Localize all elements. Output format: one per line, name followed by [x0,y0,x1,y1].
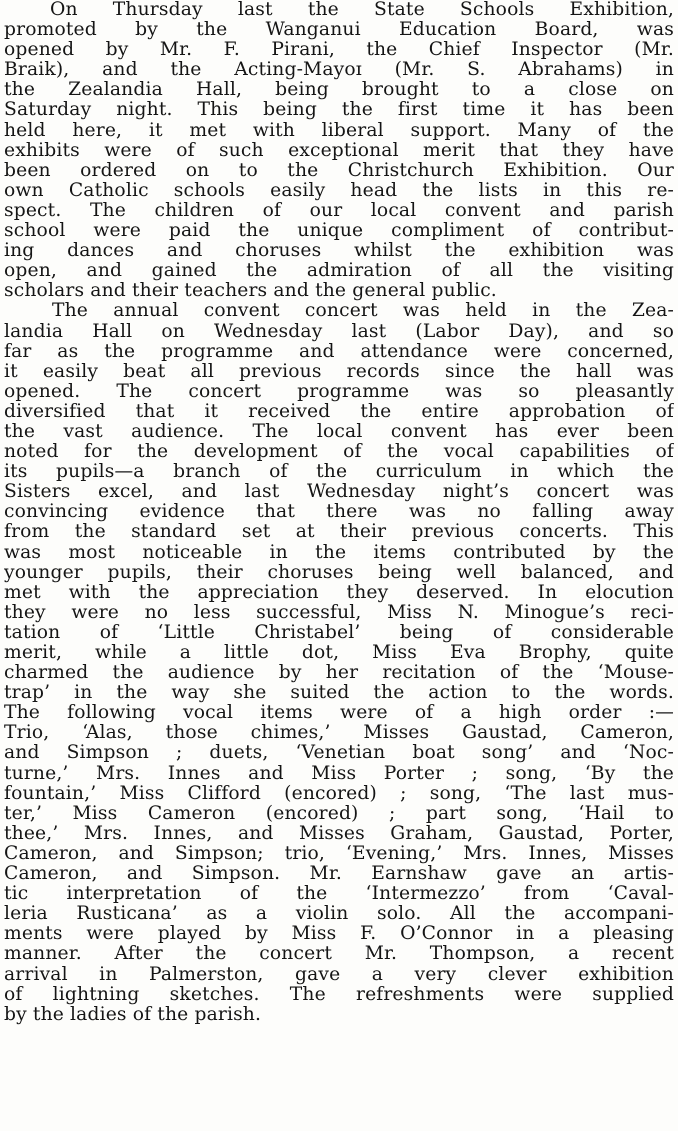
exhibition-paragraph [4,0,674,301]
text-line: The following vocal items were of a high order :— [4,703,674,724]
text-line: manner. After the concert Mr. Thompson, a recent [4,944,674,965]
text-line: convincing evidence that there was no falling away [4,502,674,523]
text-line: scholars and their teachers and the general public. [4,281,497,302]
text-line: school were paid the unique compliment of contribut- [4,221,674,242]
text-line: arrival in Palmerston, gave a very clever exhibition [4,964,674,985]
text-line: younger pupils, their choruses being well balanced, and [4,562,674,583]
text-line: tic interpretation of the ‘Intermezzo’ from ‘Caval- [4,884,674,905]
text-line: exhibits were of such exceptional merit that they have [4,140,674,161]
text-line: fountain,’ Miss Clifford (encored) ; song, ‘The last mus- [4,783,674,804]
text-line: they were no less successful, Miss N. Minogue’s reci- [4,602,674,623]
text-line: been ordered on to the Christchurch Exhibition. Our [4,160,674,181]
text-line: promoted by the Wanganui Education Board, was [4,20,674,41]
text-line: Cameron, and Simpson; trio, ‘Evening,’ Mrs. Innes, Misses [4,843,674,864]
text-line: open, and gained the admiration of all the visiting [4,261,674,282]
text-line: far as the programme and attendance were concerned, [4,341,674,362]
text-line: charmed the audience by her recitation of the ‘Mouse- [4,663,674,684]
text-line: Sisters excel, and last Wednesday night’s concert was [4,482,674,503]
text-line: On Thursday last the State Schools Exhibition, [50,0,674,20]
text-line: The annual convent concert was held in the Zea- [52,301,674,322]
text-line: the vast audience. The local convent has ever been [4,421,674,442]
text-line: spect. The children of our local convent and parish [4,200,674,221]
text-line: opened. The concert programme was so pleasantly [4,381,674,402]
text-line: it easily beat all previous records since the hall was [4,361,674,382]
text-line: tation of ‘Little Christabel’ being of considerable [4,622,674,643]
text-line: ing dances and choruses whilst the exhibition was [4,241,674,262]
text-line: its pupils—a branch of the curriculum in which the [4,462,674,483]
text-line: from the standard set at their previous concerts. This [4,522,674,543]
text-line: opened by Mr. F. Pirani, the Chief Inspector (Mr. [4,40,674,61]
text-line: met with the appreciation they deserved. In elocution [4,582,674,603]
text-line: leria Rusticana’ as a violin solo. All the accompani- [4,904,674,925]
text-line: ments were played by Miss F. O’Connor in a pleasing [4,924,674,945]
concert-paragraph [4,301,674,1024]
text-line: trap’ in the way she suited the action to the words. [4,683,674,704]
text-line: Braik), and the Acting-Mayoɪ (Mr. S. Abrahams) in [4,60,674,81]
text-line: by the ladies of the parish. [4,1004,262,1025]
text-line: thee,’ Mrs. Innes, and Misses Graham, Gaustad, Porter, [4,823,674,844]
text-line: the Zealandia Hall, being brought to a close on [4,80,674,101]
text-line: diversified that it received the entire approbation of [4,401,674,422]
text-line: and Simpson ; duets, ‘Venetian boat song’ and ‘Noc- [4,743,674,764]
text-line: of lightning sketches. The refreshments were supplied [4,984,674,1005]
text-line: held here, it met with liberal support. Many of the [4,120,674,141]
text-line: was most noticeable in the items contributed by the [4,542,674,563]
text-line: turne,’ Mrs. Innes and Miss Porter ; song, ‘By the [4,763,674,784]
text-line: merit, while a little dot, Miss Eva Brophy, quite [4,643,674,663]
text-line: Saturday night. This being the first time it has been [4,100,674,121]
text-line: Trio, ‘Alas, those chimes,’ Misses Gaustad, Cameron, [4,723,674,744]
text-line: landia Hall on Wednesday last (Labor Day), and so [4,321,674,342]
text-line: own Catholic schools easily head the lists in this re- [4,180,674,201]
text-line: Cameron, and Simpson. Mr. Earnshaw gave an artis- [4,864,674,885]
text-line: noted for the development of the vocal capabilities of [4,442,674,463]
text-line: ter,’ Miss Cameron (encored) ; part song, ‘Hail to [4,803,674,824]
